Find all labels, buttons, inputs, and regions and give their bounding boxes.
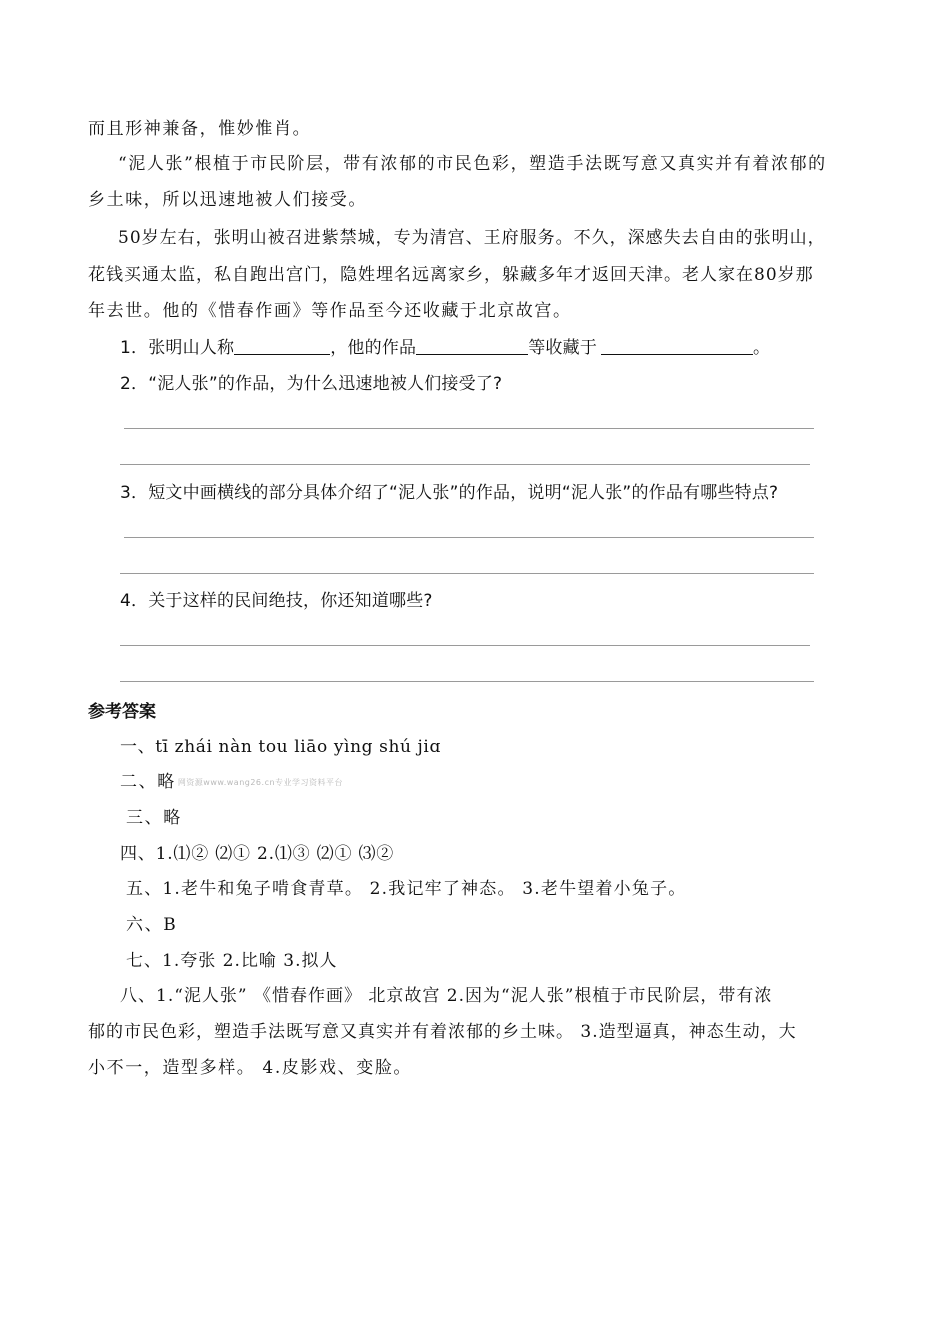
answer-line-q4-2[interactable] xyxy=(120,681,814,682)
answer-key-title: 参考答案 xyxy=(88,702,156,722)
answer-line-q4-1[interactable] xyxy=(120,645,810,646)
answer-3: 三、略 xyxy=(126,808,182,828)
question-1-blank-2[interactable] xyxy=(416,336,528,355)
passage-paragraph-2-line-2: 乡土味，所以迅速地被人们接受。 xyxy=(88,190,367,210)
question-1-text-end: 。 xyxy=(753,338,771,358)
passage-paragraph-3-line-3: 年去世。他的《惜春作画》等作品至今还收藏于北京故宫。 xyxy=(88,301,572,321)
answer-1: 一、tī zhái nàn tou liāo yìng shú jiɑ xyxy=(120,737,441,757)
answer-line-q2-2[interactable] xyxy=(120,464,810,465)
answer-5: 五、1.老牛和兔子啃食青草。 2.我记牢了神态。 3.老牛望着小兔子。 xyxy=(126,879,687,899)
answer-line-q3-1[interactable] xyxy=(124,537,814,538)
answer-2 xyxy=(120,770,343,795)
question-2: 2．“泥人张”的作品，为什么迅速地被人们接受了? xyxy=(120,374,503,394)
answer-8-line-3: 小不一，造型多样。 4.皮影戏、变脸。 xyxy=(88,1058,413,1078)
question-3: 3．短文中画横线的部分具体介绍了“泥人张”的作品，说明“泥人张”的作品有哪些特点? xyxy=(120,483,779,503)
passage-line-1: 而且形神兼备，惟妙惟肖。 xyxy=(88,119,312,139)
passage-paragraph-3-line-2: 花钱买通太监，私自跑出宫门，隐姓埋名远离家乡，躲藏多年才返回天津。老人家在80岁那 xyxy=(88,265,814,285)
watermark: 网资源www.wang26.cn专业学习资料平台 xyxy=(177,778,344,787)
question-1-text-b: ，他的作品 xyxy=(330,338,417,358)
question-1-blank-1[interactable] xyxy=(234,336,330,355)
answer-7: 七、1.夸张 2.比喻 3.拟人 xyxy=(126,951,338,971)
passage-paragraph-2-line-1: “泥人张”根植于市民阶层，带有浓郁的市民色彩，塑造手法既写意又真实并有着浓郁的 xyxy=(118,154,827,174)
passage-paragraph-3-line-1: 50岁左右，张明山被召进紫禁城，专为清宫、王府服务。不久，深感失去自由的张明山， xyxy=(118,228,826,248)
answer-line-q3-2[interactable] xyxy=(120,573,814,574)
question-1-blank-3[interactable] xyxy=(601,336,753,355)
answer-8-line-1: 八、1.“泥人张” 《惜春作画》 北京故宫 2.因为“泥人张”根植于市民阶层，带有浓 xyxy=(120,986,773,1006)
answer-4: 四、1.⑴② ⑵① 2.⑴③ ⑵① ⑶② xyxy=(120,844,395,864)
question-4: 4．关于这样的民间绝技，你还知道哪些? xyxy=(120,591,433,611)
question-1-text-c: 等收藏于 xyxy=(528,338,598,358)
answer-6: 六、B xyxy=(126,915,178,935)
answer-2-text: 二、略 xyxy=(120,772,176,792)
answer-line-q2-1[interactable] xyxy=(124,428,814,429)
answer-8-line-2: 郁的市民色彩，塑造手法既写意又真实并有着浓郁的乡土味。 3.造型逼真，神态生动，大 xyxy=(88,1022,797,1042)
question-1-text-a: 1．张明山人称 xyxy=(120,338,235,358)
question-1 xyxy=(120,336,770,360)
